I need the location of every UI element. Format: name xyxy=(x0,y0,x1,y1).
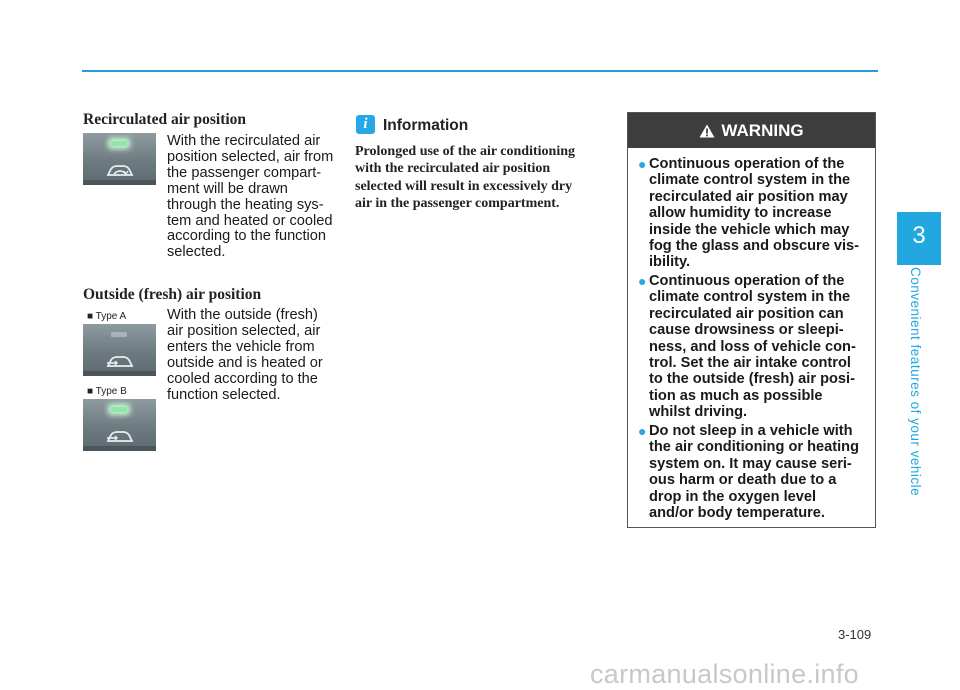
chapter-number: 3 xyxy=(912,222,926,249)
warning-box xyxy=(627,112,876,528)
text-line: tem and heated or cooled xyxy=(167,212,333,229)
indicator-lamp-icon xyxy=(111,407,127,412)
top-rule xyxy=(82,70,878,72)
info-title: Information xyxy=(383,117,469,134)
text-line: ment will be drawn xyxy=(167,180,288,197)
text-line: ibility. xyxy=(649,254,691,271)
text-line: cooled according to the xyxy=(167,370,318,387)
info-icon: i xyxy=(356,115,375,134)
bullet-icon: ● xyxy=(638,423,647,439)
indicator-lamp-icon xyxy=(111,141,127,146)
indicator-lamp-off-icon xyxy=(111,332,127,337)
text-line: With the outside (fresh) xyxy=(167,307,318,323)
info-text xyxy=(355,143,604,212)
text-line: drop in the oxygen level xyxy=(649,488,817,505)
text-line: inside the vehicle which may xyxy=(649,221,850,238)
text-line: recirculated air position can xyxy=(649,305,844,322)
outside-heading: Outside (fresh) air position xyxy=(83,286,262,303)
text-line: position selected, air from xyxy=(167,148,334,165)
text-line: to the outside (fresh) air posi- xyxy=(649,371,855,388)
text-line: selected. xyxy=(167,244,226,261)
recirculated-text xyxy=(167,134,334,261)
text-line: the air conditioning or heating xyxy=(649,439,859,456)
text-line: enters the vehicle from xyxy=(167,338,315,355)
page-number: 3-109 xyxy=(838,627,872,642)
watermark: carmanualsonline.info xyxy=(590,659,859,689)
chapter-tab xyxy=(897,212,941,265)
text-line: through the heating sys- xyxy=(167,196,324,213)
outside-type-b-image xyxy=(83,399,156,451)
text-line: system on. It may cause seri- xyxy=(649,455,852,472)
text-line: tion as much as possible xyxy=(649,387,823,404)
text-line: with the recirculated air position xyxy=(355,161,551,177)
text-line: fog the glass and obscure vis- xyxy=(649,238,860,255)
text-line: climate control system in the xyxy=(649,172,851,189)
text-line: With the recirculated air xyxy=(167,133,321,149)
text-line: cause drowsiness or sleepi- xyxy=(649,322,844,339)
outside-text xyxy=(167,308,334,403)
text-line: ous harm or death due to a xyxy=(649,472,837,489)
text-line: outside and is heated or xyxy=(167,354,323,371)
text-line: Continuous operation of the xyxy=(649,156,845,172)
text-line: Prolonged use of the air conditioning xyxy=(355,144,576,159)
car-fresh-air-icon xyxy=(105,427,135,447)
text-line: air position selected, air xyxy=(167,322,321,339)
recirculated-button-image xyxy=(83,133,156,185)
text-line: recirculated air position may xyxy=(649,188,848,205)
warning-item xyxy=(638,156,868,271)
text-line: trol. Set the air intake control xyxy=(649,355,851,372)
warning-header xyxy=(628,113,875,148)
outside-type-a-image xyxy=(83,324,156,376)
bullet-icon: ● xyxy=(638,273,647,289)
text-line: the passenger compart- xyxy=(167,164,322,181)
text-line: allow humidity to increase xyxy=(649,205,832,222)
car-recirculation-icon xyxy=(105,161,135,181)
text-line: air in the passenger compartment. xyxy=(355,195,560,211)
type-a-label: ■ Type A xyxy=(87,311,127,322)
car-fresh-air-icon xyxy=(105,352,135,372)
text-line: according to the function xyxy=(167,228,327,245)
warning-item xyxy=(638,423,868,521)
text-line: Continuous operation of the xyxy=(649,273,845,289)
bullet-icon: ● xyxy=(638,156,647,172)
warning-title: WARNING xyxy=(721,121,804,140)
recirculated-heading: Recirculated air position xyxy=(83,111,247,128)
warning-item xyxy=(638,273,868,421)
text-line: and/or body temperature. xyxy=(649,505,825,522)
chapter-title: Convenient features of your vehicle xyxy=(908,267,923,497)
text-line: selected will result in excessively dry xyxy=(355,178,573,194)
text-line: climate control system in the xyxy=(649,289,851,306)
warning-triangle-icon xyxy=(699,124,715,138)
text-line: Do not sleep in a vehicle with xyxy=(649,423,853,439)
type-b-label: ■ Type B xyxy=(87,386,127,397)
text-line: whilst driving. xyxy=(649,404,748,421)
text-line: ness, and loss of vehicle con- xyxy=(649,338,856,355)
text-line: function selected. xyxy=(167,386,281,403)
